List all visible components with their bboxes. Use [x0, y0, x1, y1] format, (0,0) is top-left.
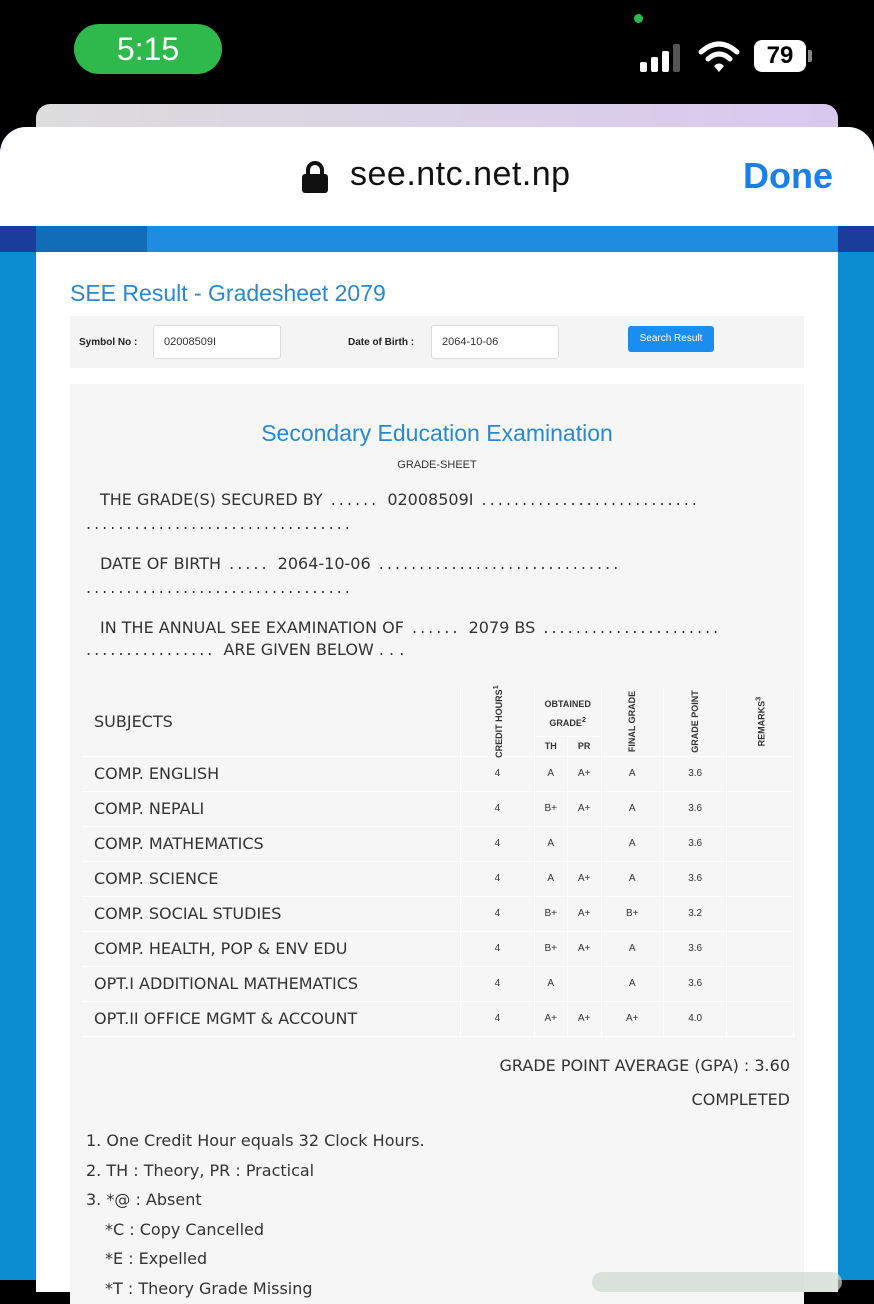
final-grade-cell: A — [601, 756, 663, 791]
subject-cell: OPT.I ADDITIONAL MATHEMATICS — [82, 966, 461, 1001]
final-grade-cell: B+ — [601, 896, 663, 931]
cellular-signal-icon — [640, 44, 684, 72]
footnote-1: 1. One Credit Hour equals 32 Clock Hours. — [86, 1131, 425, 1150]
th-grade-cell: A — [534, 756, 567, 791]
th-grade-cell: A — [534, 861, 567, 896]
lock-icon — [302, 161, 328, 193]
symbol-label: Symbol No : — [79, 337, 138, 348]
credit-cell: 4 — [461, 756, 535, 791]
wifi-icon — [698, 40, 740, 74]
footnote-expelled: *E : Expelled — [105, 1249, 208, 1268]
table-row — [82, 931, 794, 966]
table-row — [82, 896, 794, 931]
dob-line: DATE OF BIRTH ..... 2064-10-06 .............................. — [100, 554, 622, 573]
grade-point-cell: 3.6 — [663, 756, 727, 791]
exam-title: Secondary Education Examination — [261, 420, 613, 446]
pr-grade-cell: A+ — [567, 896, 601, 931]
th-header: TH — [534, 736, 567, 756]
pr-grade-cell — [567, 826, 601, 861]
subject-cell: OPT.II OFFICE MGMT & ACCOUNT — [82, 1001, 461, 1036]
dob-label: Date of Birth : — [348, 337, 415, 348]
pr-grade-cell: A+ — [567, 1001, 601, 1036]
grade-point-cell: 3.2 — [663, 896, 727, 931]
subject-cell: COMP. MATHEMATICS — [82, 826, 461, 861]
grade-point-cell: 3.6 — [663, 791, 727, 826]
credit-cell: 4 — [461, 931, 535, 966]
floating-toolbar-hint — [592, 1272, 842, 1292]
th-grade-cell: A+ — [534, 1001, 567, 1036]
subject-cell: COMP. NEPALI — [82, 791, 461, 826]
remarks-cell — [727, 931, 794, 966]
pr-header: PR — [567, 736, 601, 756]
pr-grade-cell: A+ — [567, 756, 601, 791]
credit-cell: 4 — [461, 861, 535, 896]
table-row — [82, 791, 794, 826]
remarks-cell — [727, 896, 794, 931]
pr-grade-cell: A+ — [567, 861, 601, 896]
remarks-cell — [727, 966, 794, 1001]
final-grade-cell: A+ — [601, 1001, 663, 1036]
grade-point-cell: 3.6 — [663, 931, 727, 966]
completion-status: COMPLETED — [691, 1090, 790, 1109]
browser-header — [0, 127, 874, 226]
grade-point-cell: 4.0 — [663, 1001, 727, 1036]
credit-cell: 4 — [461, 966, 535, 1001]
table-row — [82, 861, 794, 896]
th-grade-cell: A — [534, 826, 567, 861]
pr-grade-cell — [567, 966, 601, 1001]
browser-sheet — [0, 127, 874, 1298]
remarks-cell — [727, 756, 794, 791]
grade-point-header: GRADE POINT — [663, 688, 727, 756]
exam-line: IN THE ANNUAL SEE EXAMINATION OF ...... 2079 BS ...................... — [100, 618, 722, 637]
subject-cell: COMP. HEALTH, POP & ENV EDU — [82, 931, 461, 966]
obtained-grade-header: OBTAINED GRADE$^2$ — [534, 688, 601, 736]
privacy-indicator-dot — [634, 14, 643, 23]
th-grade-cell: B+ — [534, 896, 567, 931]
credit-hours-header: CREDIT HOURS$^1$ — [461, 688, 535, 756]
remarks-cell — [727, 826, 794, 861]
final-grade-cell: A — [601, 931, 663, 966]
given-below-line: ................ ARE GIVEN BELOW . . . — [86, 640, 405, 659]
table-row — [82, 756, 794, 791]
pr-grade-cell: A+ — [567, 791, 601, 826]
gradesheet-label: GRADE-SHEET — [397, 459, 477, 471]
dots-line-2: ................................. — [86, 578, 353, 597]
remarks-header: REMARKS$^3$ — [727, 688, 794, 756]
gradesheet-panel — [70, 384, 804, 1304]
secured-by-line: THE GRADE(S) SECURED BY ...... 02008509I ........................... — [100, 490, 700, 509]
footnote-2: 2. TH : Theory, PR : Practical — [86, 1160, 315, 1180]
final-grade-cell: A — [601, 791, 663, 826]
dots-line-1: ................................. — [86, 514, 353, 533]
footnote-theory-missing: *T : Theory Grade Missing — [105, 1278, 313, 1298]
battery-level: 79 — [754, 40, 806, 72]
remarks-cell — [727, 1001, 794, 1036]
status-bar — [0, 0, 874, 105]
search-result-button[interactable]: Search Result — [628, 326, 714, 352]
url-label[interactable]: see.ntc.net.np — [350, 155, 571, 193]
table-row — [82, 826, 794, 861]
table-row — [82, 1001, 794, 1036]
page-title: SEE Result - Gradesheet 2079 — [70, 280, 386, 306]
final-grade-cell: A — [601, 861, 663, 896]
remarks-cell — [727, 791, 794, 826]
grade-point-cell: 3.6 — [663, 826, 727, 861]
grade-point-cell: 3.6 — [663, 966, 727, 1001]
footnote-3: 3. *@ : Absent — [86, 1190, 202, 1209]
done-button[interactable]: Done — [743, 155, 833, 196]
subject-cell: COMP. SOCIAL STUDIES — [82, 896, 461, 931]
grade-point-cell: 3.6 — [663, 861, 727, 896]
final-grade-cell: A — [601, 826, 663, 861]
search-form — [70, 316, 804, 368]
table-row — [82, 966, 794, 1001]
remarks-cell — [727, 861, 794, 896]
battery-icon — [754, 40, 812, 72]
th-grade-cell: B+ — [534, 931, 567, 966]
credit-cell: 4 — [461, 1001, 535, 1036]
footnotes — [86, 1126, 425, 1303]
site-navbar — [0, 226, 874, 252]
credit-cell: 4 — [461, 791, 535, 826]
credit-cell: 4 — [461, 826, 535, 861]
final-grade-cell: A — [601, 966, 663, 1001]
th-grade-cell: B+ — [534, 791, 567, 826]
footnote-copy-cancelled: *C : Copy Cancelled — [105, 1219, 265, 1239]
subject-cell: COMP. ENGLISH — [82, 756, 461, 791]
page-content — [36, 252, 838, 1298]
nav-active-item[interactable] — [36, 226, 147, 252]
final-grade-header: FINAL GRADE — [601, 688, 663, 756]
th-grade-cell: A — [534, 966, 567, 1001]
dob-input[interactable]: 2064-10-06 — [431, 325, 559, 359]
subjects-header: SUBJECTS — [82, 688, 461, 756]
pr-grade-cell: A+ — [567, 931, 601, 966]
gpa-text: GRADE POINT AVERAGE (GPA) : 3.60 — [499, 1056, 790, 1075]
symbol-input[interactable]: 02008509I — [153, 325, 281, 359]
status-time[interactable]: 5:15 — [74, 24, 222, 74]
credit-cell: 4 — [461, 896, 535, 931]
grades-table — [82, 685, 794, 1037]
subject-cell: COMP. SCIENCE — [82, 861, 461, 896]
